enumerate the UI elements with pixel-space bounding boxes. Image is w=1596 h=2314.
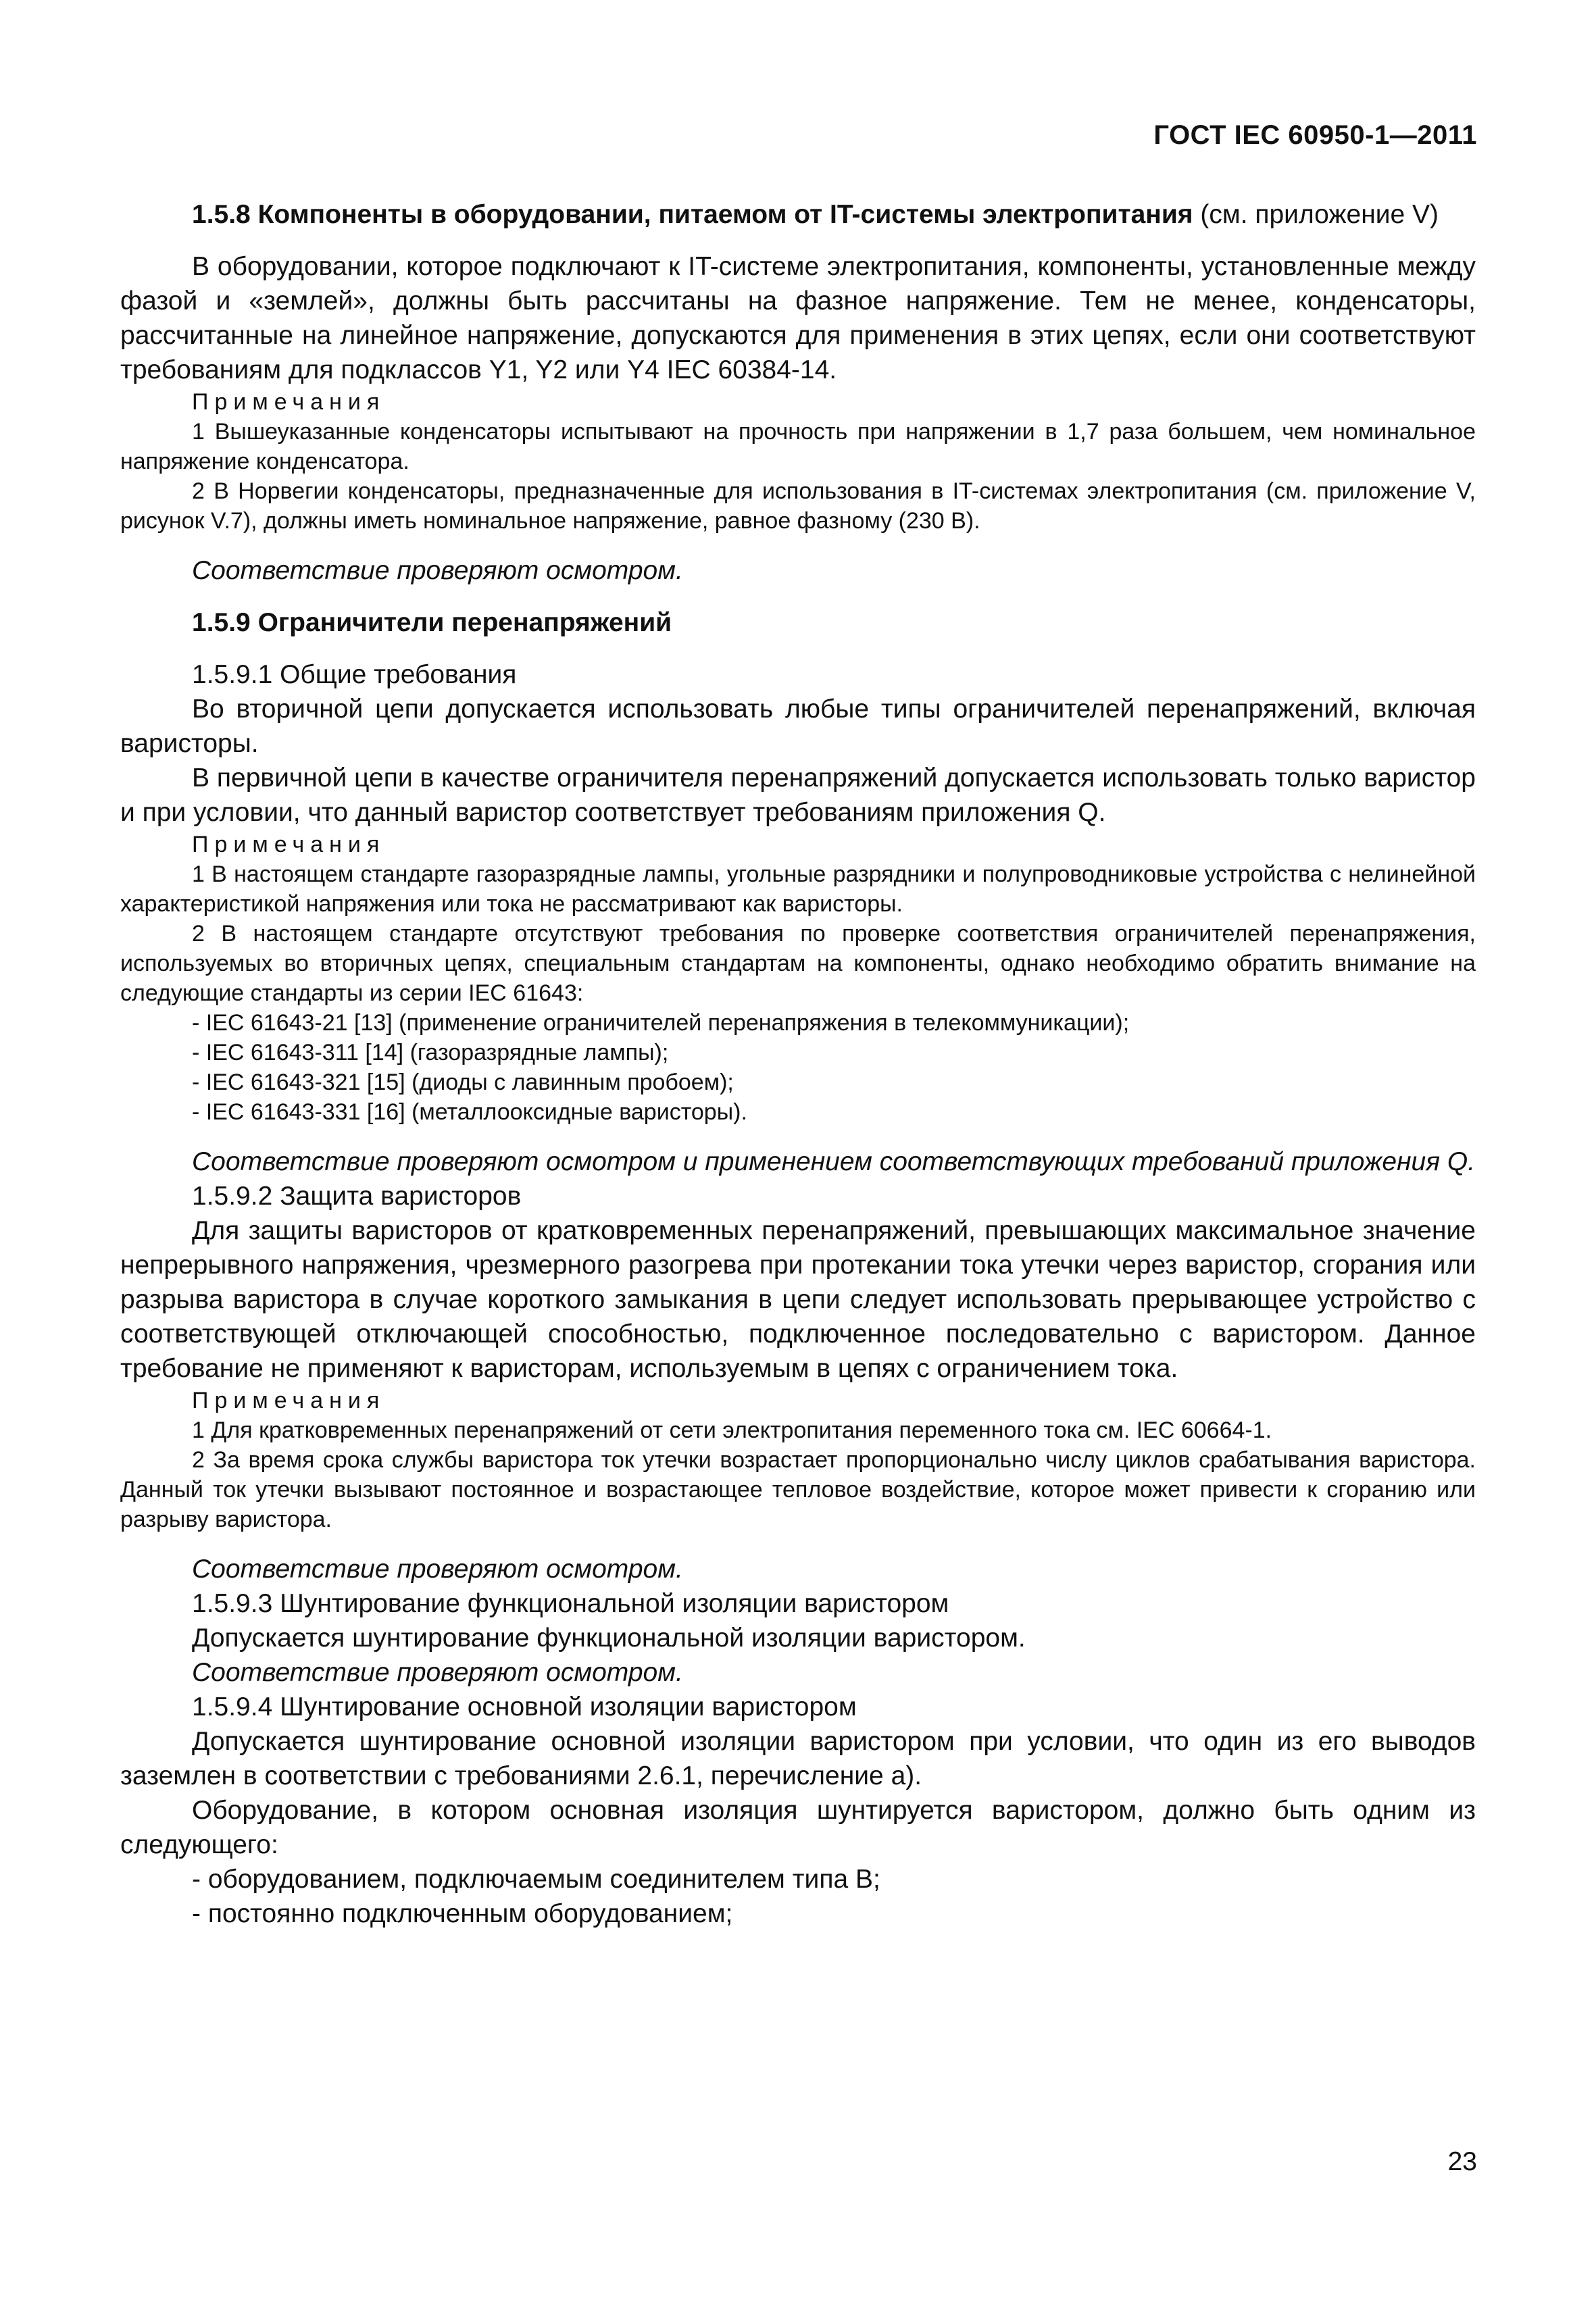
compliance-1-5-9-1: Соответствие проверяют осмотром и применением соответствующих требований приложения Q. — [192, 1147, 1476, 1176]
section-1-5-8-heading — [120, 197, 1476, 232]
note-list-item: - IEC 61643-331 [16] (металлооксидные варисторы). — [192, 1099, 747, 1125]
notes-title-1-5-9-2: Примечания — [192, 1388, 386, 1413]
section-1-5-9-4-paragraph-2: Оборудование, в котором основная изоляция шунтируется варистором, должно быть одним из следующего: — [120, 1796, 1476, 1859]
page-content — [120, 197, 1476, 1931]
equipment-list-item: - постоянно подключенным оборудованием; — [192, 1899, 733, 1928]
section-1-5-9-1-title: 1.5.9.1 Общие требования — [192, 660, 517, 689]
note-1-5-8-1: 1 Вышеуказанные конденсаторы испытывают на прочность при напряжении в 1,7 раза большем, чем номинальное напряжение конденсатора. — [120, 419, 1476, 474]
document-id-header: ГОСТ IEC 60950-1—2011 — [1153, 120, 1477, 150]
note-list-item: - IEC 61643-311 [14] (газоразрядные лампы); — [192, 1040, 669, 1065]
notes-title-1-5-9-1: Примечания — [192, 832, 386, 857]
section-1-5-9-2-title: 1.5.9.2 Защита варисторов — [192, 1182, 522, 1211]
section-1-5-9-3-paragraph: Допускается шунтирование функциональной изоляции варистором. — [192, 1624, 1026, 1653]
section-1-5-9-heading: 1.5.9 Ограничители перенапряжений — [192, 608, 672, 637]
section-1-5-8-title: 1.5.8 Компоненты в оборудовании, питаемом от IT-системы электропитания — [192, 200, 1193, 229]
compliance-1-5-8: Соответствие проверяют осмотром. — [192, 556, 683, 585]
note-1-5-9-2-1: 1 Для кратковременных перенапряжений от сети электропитания переменного тока см. IEC 60664-1. — [192, 1417, 1272, 1443]
section-1-5-9-3-title: 1.5.9.3 Шунтирование функциональной изоляции варистором — [192, 1589, 949, 1618]
page-number: 23 — [1447, 2147, 1477, 2176]
notes-title-1-5-8: Примечания — [192, 389, 386, 415]
section-1-5-8-reference: (см. приложение V) — [1193, 200, 1439, 229]
note-1-5-9-1-2: 2 В настоящем стандарте отсутствуют требования по проверке соответствия ограничителей перенапряжения, используемых во вторичных цепях, специальным стандартам на компоненты, однако необходимо обратить внимание на следующие стандарты из серии IEC 61643: — [120, 921, 1476, 1006]
note-1-5-8-2: 2 В Норвегии конденсаторы, предназначенные для использования в IT-системах электропитания (см. приложение V, рисунок V.7), должны иметь номинальное напряжение, равное фазному (230 В). — [120, 478, 1476, 534]
note-list-item: - IEC 61643-321 [15] (диоды с лавинным пробоем); — [192, 1070, 734, 1095]
equipment-list-item: - оборудованием, подключаемым соединителем типа В; — [192, 1865, 880, 1894]
note-1-5-9-1-1: 1 В настоящем стандарте газоразрядные лампы, угольные разрядники и полупроводниковые устройства с нелинейной характеристикой напряжения или тока не рассматривают как варисторы. — [120, 861, 1476, 917]
section-1-5-9-1-paragraph-2: В первичной цепи в качестве ограничителя перенапряжений допускается использовать только варистор и при условии, что данный варистор соответствует требованиям приложения Q. — [120, 763, 1476, 827]
section-1-5-9-2-paragraph: Для защиты варисторов от кратковременных перенапряжений, превышающих максимальное значение непрерывного напряжения, чрезмерного разогрева при протекании тока утечки через варистор, сгорания или разрыва варистора в случае короткого замыкания в цепи следует использовать прерывающее устройство с соответствующей отключающей способностью, подключенное последовательно с варистором. Данное требование не применяют к варисторам, используемым в цепях с ограничением тока. — [120, 1216, 1476, 1383]
compliance-1-5-9-2: Соответствие проверяют осмотром. — [192, 1555, 683, 1584]
section-1-5-9-1-paragraph-1: Во вторичной цепи допускается использовать любые типы ограничителей перенапряжений, включая варисторы. — [120, 695, 1476, 758]
section-1-5-9-4-title: 1.5.9.4 Шунтирование основной изоляции варистором — [192, 1692, 857, 1721]
note-1-5-9-2-2: 2 За время срока службы варистора ток утечки возрастает пропорционально числу циклов срабатывания варистора. Данный ток утечки вызывают постоянное и возрастающее тепловое воздействие, которое может привести к сгоранию или разрыву варистора. — [120, 1447, 1476, 1532]
section-1-5-9-4-paragraph-1: Допускается шунтирование основной изоляции варистором при условии, что один из его выводов заземлен в соответствии с требованиями 2.6.1, перечисление а). — [120, 1727, 1476, 1790]
compliance-1-5-9-3: Соответствие проверяют осмотром. — [192, 1658, 683, 1687]
note-list-item: - IEC 61643-21 [13] (применение ограничителей перенапряжения в телекоммуникации); — [192, 1010, 1130, 1036]
section-1-5-8-paragraph: В оборудовании, которое подключают к IT-системе электропитания, компоненты, установленные между фазой и «землей», должны быть рассчитаны на фазное напряжение. Тем не менее, конденсаторы, рассчитанные на линейное напряжение, допускаются для применения в этих цепях, если они соответствуют требованиям для подклассов Y1, Y2 или Y4 IEC 60384-14. — [120, 252, 1476, 384]
